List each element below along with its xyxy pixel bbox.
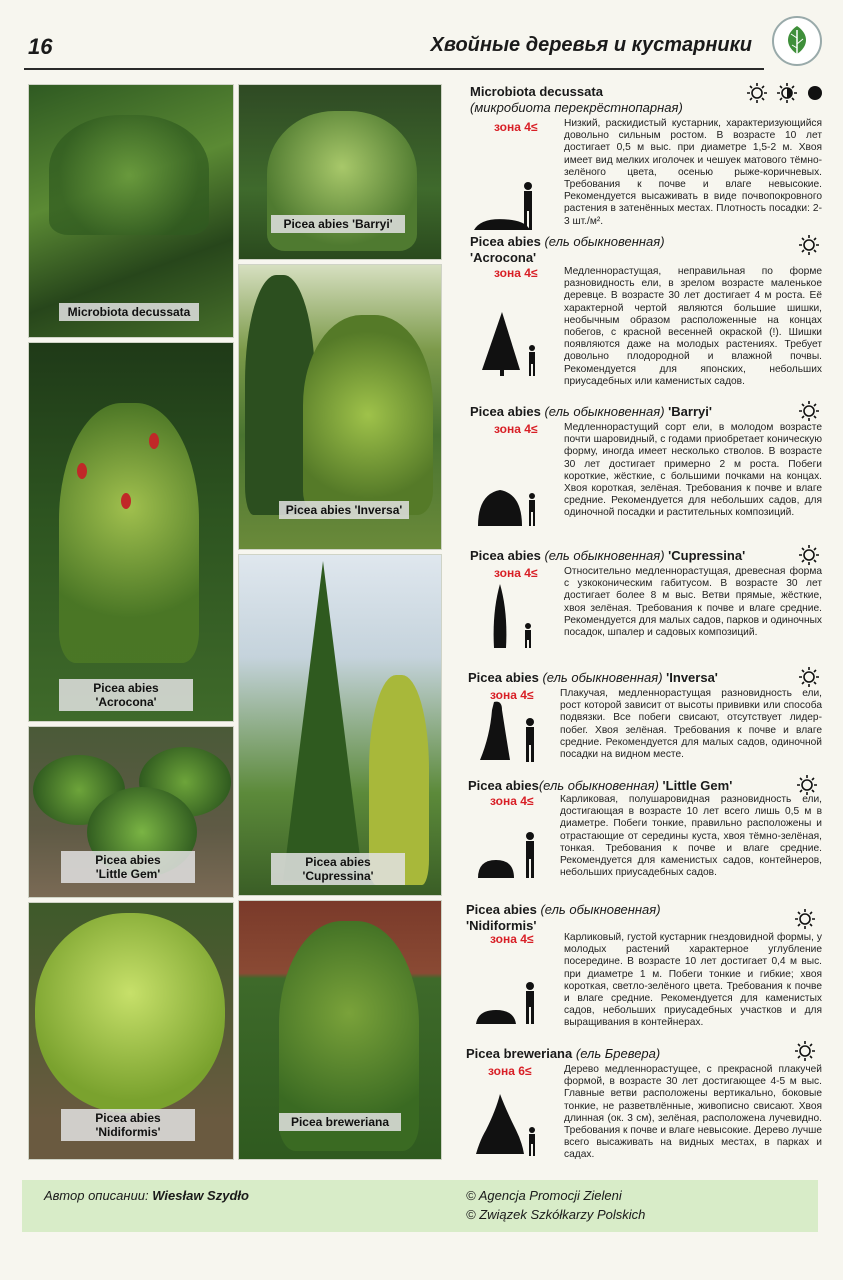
zone-label: зона 4≤ <box>490 688 534 702</box>
sun-icon <box>746 82 768 104</box>
zone-label: зона 4≤ <box>494 266 538 280</box>
photo-caption: Picea abies 'Inversa' <box>279 501 409 519</box>
entry-microbiota-decussata <box>460 84 824 234</box>
photo-picea-breweriana <box>238 900 442 1160</box>
entry-picea-cupressina <box>460 548 824 668</box>
nest-shrub-pictogram-icon <box>472 958 542 1028</box>
entry-title: Picea abies (ель обыкновенная) 'Inversa' <box>468 670 718 685</box>
leaf-logo-icon <box>772 16 822 66</box>
page-number: 16 <box>28 34 53 59</box>
entry-title: Picea abies (ель обыкновенная) 'Acrocona' <box>470 234 665 265</box>
entry-description: Карликовый, густой кустарник гнездовидной формы, у молодых растений характерное углубление посередине. В возрасте 10 лет достигает 0,4 м выс. при диаметре 1 м. Побеги тонкие и гибкие; хвоя короткая, светло-зелёного цвета. Требования к почве и влаге средние. Рекомендуется для каменистых садов, небольших приусадебных участков и для выращивания в контейнерах. <box>564 932 822 1029</box>
photo-collage <box>28 84 440 1158</box>
entry-title: Picea breweriana (ель Бревера) <box>466 1046 661 1061</box>
entry-picea-barryi <box>460 404 824 544</box>
sun-icon <box>798 234 820 256</box>
zone-label: зона 4≤ <box>494 566 538 580</box>
sun-icon <box>798 544 820 566</box>
entry-description: Низкий, раскидистый кустарник, характеризующийся довольно сильным ростом. В возрасте 10 лет достигает 0,5 м выс. при диаметре 1,5-2 м. Хвоя имеет вид мелких иголочек и чешуек матового тёмно-зелёного цвета, осенью рыже-коричневых. Требования к почве и влаге невысокие. Рекомендуется высаживать в виде почвопокровного растения в затенённых местах. Плотность посадки: 2-3 шт./м². <box>564 118 822 227</box>
photo-picea-barryi <box>238 84 442 260</box>
photo-caption: Picea breweriana <box>279 1113 401 1131</box>
entry-description: Относительно медленнорастущая, древесная форма с узкоконическим габитусом. В возрасте 30 лет достигает более 8 м выс. Ветви прямые, жёсткие, хвоя зелёная. Требования к почве и влаге средние. Рекомендуется для малых садов, парков и одиночных посадок, шпалер и садовых композиций. <box>564 566 822 639</box>
zone-label: зона 6≤ <box>488 1064 532 1078</box>
photo-caption: Picea abies 'Little Gem' <box>61 851 195 883</box>
shrub-height-pictogram-icon <box>472 164 542 234</box>
copyright-line: © Związek Szkółkarzy Polskich <box>466 1207 646 1222</box>
entry-title: Picea abies (ель обыкновенная) 'Cupressina' <box>470 548 746 563</box>
sun-icon <box>796 774 818 796</box>
photo-picea-nidiformis <box>28 902 234 1160</box>
weeping-tree-pictogram-icon <box>472 696 542 766</box>
entry-picea-breweriana <box>460 1046 824 1166</box>
sun-icon <box>794 1040 816 1062</box>
entry-description: Медленнорастущая, неправильная по форме разновидность ели, в зрелом возрасте маленькое деревце. В возрасте 30 лет достигает 4 м роста. Её характерной чертой являются большие шишки, необычным образом расположенные на концах побегов, с красной весенней окраской (!). Шишки появляются даже на молодых растениях. Требует довольно плодородной и влажной почвы. Рекомендуется для японских, небольших приусадебных или каменистых садов. <box>564 266 822 387</box>
entry-title: Picea abies (ель обыкновенная) 'Barryi' <box>470 404 712 419</box>
footer-credits <box>22 1180 818 1232</box>
zone-label: зона 4≤ <box>494 120 538 134</box>
tree-height-pictogram-icon <box>472 582 542 652</box>
photo-microbiota-decussata <box>28 84 234 338</box>
author-name: Wiesław Szydło <box>152 1188 249 1203</box>
entry-description: Дерево медленнорастущее, с прекрасной плакучей формой, в возрасте 30 лет достигающее 4-5 м выс. Главные ветви расположены вертикально, боковые тонкие, не разветвлённые, живописно свисают. Хвоя длинная (ок. 3 см), зелёная, расположена лучевидно. Требования к почве и влаге невысокие. Дерево лучше всего высаживать на видных местах, в парках и садах. <box>564 1064 822 1161</box>
sun-icon <box>794 908 816 930</box>
half-shade-icon <box>776 82 798 104</box>
entry-picea-nidiformis <box>460 902 824 1036</box>
photo-caption: Picea abies 'Nidiformis' <box>61 1109 195 1141</box>
copyright-line: © Agencja Promocji Zieleni <box>466 1188 622 1203</box>
entry-picea-acrocona <box>460 234 824 404</box>
sun-icon <box>798 666 820 688</box>
entry-title: Picea abies(ель обыкновенная) 'Little Gem' <box>468 778 733 793</box>
photo-picea-cupressina <box>238 554 442 896</box>
entry-title: Microbiota decussata (микробиота перекрёстнопарная) <box>470 84 683 115</box>
photo-picea-acrocona <box>28 342 234 722</box>
photo-picea-little-gem <box>28 726 234 898</box>
zone-label: зона 4≤ <box>494 422 538 436</box>
zone-label: зона 4≤ <box>490 794 534 808</box>
shade-icon <box>804 82 826 104</box>
page-title: Хвойные деревья и кустарники <box>430 34 752 56</box>
photo-picea-inversa <box>238 264 442 550</box>
photo-caption: Microbiota decussata <box>59 303 199 321</box>
weeping-tree-pictogram-icon <box>472 1090 542 1160</box>
entry-picea-inversa <box>460 670 824 780</box>
entry-picea-little-gem <box>460 778 824 894</box>
author-credit: Автор описании: Wiesław Szydło <box>44 1188 249 1203</box>
tree-height-pictogram-icon <box>472 310 542 380</box>
photo-caption: Picea abies 'Cupressina' <box>271 853 405 885</box>
shrub-height-pictogram-icon <box>472 460 542 530</box>
photo-caption: Picea abies 'Barryi' <box>271 215 405 233</box>
entry-description: Карликовая, полушаровидная разновидность ели, достигающая в возрасте 10 лет всего лишь 0,5 м в диаметре. Побеги тонкие, правильно расположены и отрастающие от середины куста, хвоя тёмно-зелёная, тонкая. Требования к почве и влаге средние. Рекомендуется для каменистых садов, контейнеров, небольших приусадебных садов. <box>560 794 822 879</box>
entry-description: Плакучая, медленнорастущая разновидность ели, рост которой зависит от высоты прививки или способа подвязки. Все побеги свисают, отсутствует лидер-побег. Хвоя зелёная. Требования к почве и влаге средние. Рекомендуется для малых садов, одиночной посадки на видном месте. <box>560 688 822 761</box>
photo-caption: Picea abies 'Acrocona' <box>59 679 193 711</box>
sun-icon <box>798 400 820 422</box>
page-header <box>24 28 764 70</box>
zone-label: зона 4≤ <box>490 932 534 946</box>
dwarf-shrub-pictogram-icon <box>472 812 542 882</box>
entry-title: Picea abies (ель обыкновенная) 'Nidiformis' <box>466 902 661 933</box>
entry-description: Медленнорастущий сорт ели, в молодом возрасте почти шаровидный, с годами приобретает коническую форму, иногда имеет несколько стволов. В возрасте 30 лет достигает примерно 2 м роста. Побеги короткие, жёсткие, с большими почками на концах. Хвоя короткая, зелёная. Требования к почве и влаге средние. Рекомендуется для небольших садов, для одиночной посадки и растительных композиций. <box>564 422 822 519</box>
